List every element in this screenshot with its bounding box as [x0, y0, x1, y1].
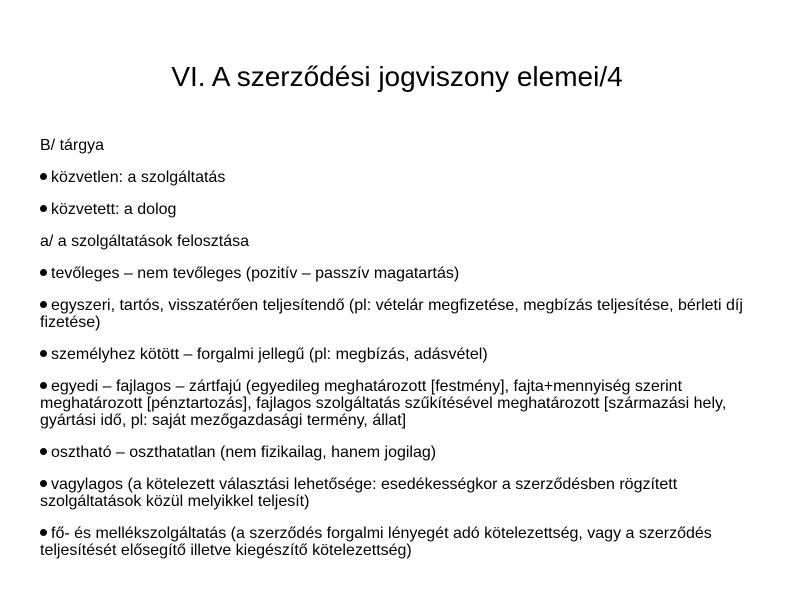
list-item [40, 201, 760, 218]
list-item-text: egyszeri, tartós, visszatérően teljesítendő (pl: vételár megfizetése, megbízás teljesítése, bérleti díj fizetése) [40, 297, 743, 331]
slide-content [40, 137, 760, 574]
list-item [40, 169, 760, 186]
list-item-text: közvetett: a dolog [51, 201, 177, 218]
list-item-text: tevőleges – nem tevőleges (pozitív – passzív magatartás) [51, 265, 460, 282]
bullet-icon [40, 269, 47, 276]
list-item [40, 525, 760, 559]
slide-title: VI. A szerződési jogviszony elemei/4 [171, 61, 623, 92]
list-item [40, 346, 760, 363]
list-item-text: közvetlen: a szolgáltatás [51, 169, 226, 186]
list-item-text: vagylagos (a kötelezett választási lehetősége: esedékességkor a szerződésben rögzített szolgáltatások közül melyikkel teljesít) [40, 476, 678, 510]
bullet-icon [40, 350, 47, 357]
bullet-icon [40, 205, 47, 212]
list-item [40, 265, 760, 282]
list-item-text: fő- és mellékszolgáltatás (a szerződés forgalmi lényegét adó kötelezettség, vagy a szerződés teljesítését elősegítő illetve kiegészítő kötelezettség) [40, 525, 712, 559]
bullet-icon [40, 301, 47, 308]
list-item-text: egyedi – fajlagos – zártfajú (egyedileg meghatározott [festmény], fajta+mennyiség szerint meghatározott [pénztartozás], fajlagos szolgáltatás szűkítésével meghatározott [származási hely, gyártási idő, pl: saját mezőgazdasági termény, állat] [40, 378, 727, 429]
list-item [40, 297, 760, 331]
list-item [40, 378, 760, 429]
bullet-icon [40, 448, 47, 455]
list-item-text: osztható – oszthatatlan (nem fizikailag, hanem jogilag) [51, 444, 437, 461]
section-heading-a: a/ a szolgáltatások felosztása [40, 233, 250, 250]
bullet-icon [40, 529, 47, 536]
list-item [40, 444, 760, 461]
list-item-text: személyhez kötött – forgalmi jellegű (pl: megbízás, adásvétel) [51, 346, 488, 363]
list-item [40, 476, 760, 510]
section-heading-b: B/ tárgya [40, 137, 105, 154]
bullet-icon [40, 480, 47, 487]
bullet-icon [40, 173, 47, 180]
bullet-icon [40, 382, 47, 389]
